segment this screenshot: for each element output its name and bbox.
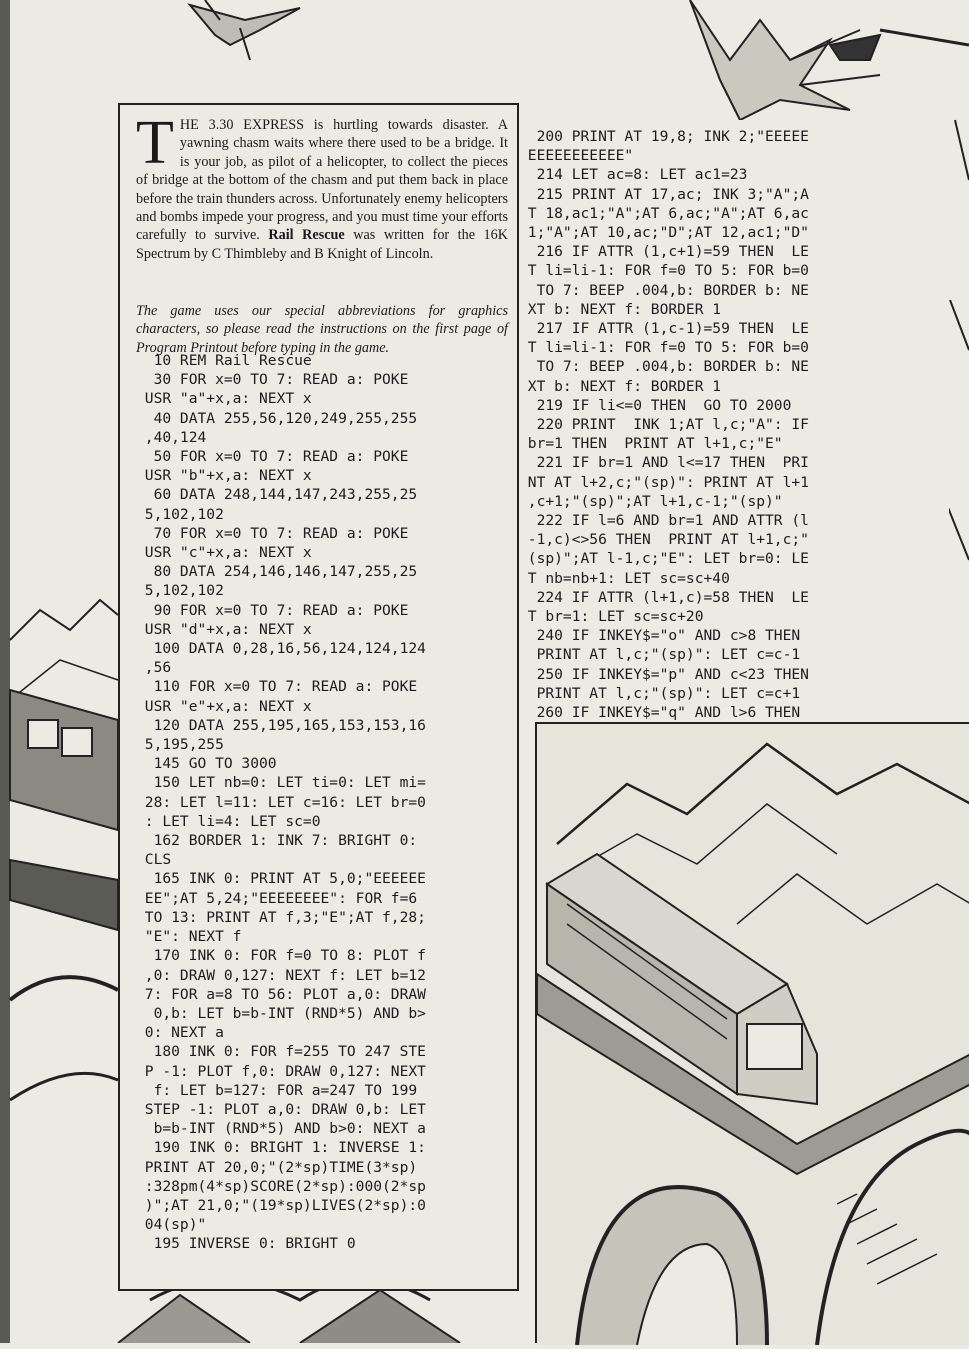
code-line: 60 DATA 248,144,147,243,255,25	[136, 486, 418, 504]
drop-cap: T	[136, 109, 174, 177]
program-listing-right	[519, 127, 809, 722]
code-line: 150 LET nb=0: LET ti=0: LET mi=	[136, 774, 426, 792]
code-line: 250 IF INKEY$="p" AND c<23 THEN	[519, 665, 809, 683]
intro-text-b: was written for the 16K Spectrum by C Thimbleby and B Knight of Lincoln.	[136, 227, 508, 262]
code-line: 195 INVERSE 0: BRIGHT 0	[136, 1235, 356, 1253]
code-line: 165 INK 0: PRINT AT 5,0;"EEEEEE	[136, 870, 426, 888]
code-line: (sp)";AT l-1,c;"E": LET br=0: LE	[519, 550, 809, 568]
code-line: 145 GO TO 3000	[136, 755, 277, 773]
code-line: 40 DATA 255,56,120,249,255,255	[136, 409, 418, 427]
code-line: TO 7: BEEP .004,b: BORDER b: NE	[519, 358, 809, 376]
code-line: 100 DATA 0,28,16,56,124,124,124	[136, 640, 426, 658]
train-bridge-illustration-frame	[535, 722, 969, 1343]
code-line: TO 7: BEEP .004,b: BORDER b: NE	[519, 281, 809, 299]
code-line: 5,102,102	[136, 582, 224, 600]
code-line: 50 FOR x=0 TO 7: READ a: POKE	[136, 448, 409, 466]
code-line: 30 FOR x=0 TO 7: READ a: POKE	[136, 371, 409, 389]
code-line: )";AT 21,0;"(19*sp)LIVES(2*sp):0	[136, 1196, 426, 1214]
code-line: 7: FOR a=8 TO 56: PLOT a,0: DRAW	[136, 985, 426, 1003]
code-line: 120 DATA 255,195,165,153,153,16	[136, 716, 426, 734]
code-line: 80 DATA 254,146,146,147,255,25	[136, 563, 418, 581]
code-line: 10 REM Rail Rescue	[136, 352, 312, 369]
code-line: NT AT l+2,c;"(sp)": PRINT AT l+1	[519, 473, 809, 491]
code-line: 28: LET l=11: LET c=16: LET br=0	[136, 793, 426, 811]
intro-paragraph	[136, 109, 508, 263]
code-line: EE";AT 5,24;"EEEEEEEE": FOR f=6	[136, 889, 418, 907]
code-line: 0: NEXT a	[136, 1024, 224, 1042]
code-line: 217 IF ATTR (1,c-1)=59 THEN LE	[519, 320, 809, 338]
code-line: PRINT AT l,c;"(sp)": LET c=c-1	[519, 646, 801, 664]
code-line: 240 IF INKEY$="o" AND c>8 THEN	[519, 627, 801, 645]
train-on-bridge-illustration	[537, 724, 969, 1345]
code-line: USR "b"+x,a: NEXT x	[136, 467, 312, 485]
code-line: ,c+1;"(sp)";AT l+1,c-1;"(sp)"	[519, 492, 783, 510]
code-line: P -1: PLOT f,0: DRAW 0,127: NEXT	[136, 1062, 426, 1080]
game-title: Rail Rescue	[268, 227, 345, 244]
code-line: 216 IF ATTR (1,c+1)=59 THEN LE	[519, 243, 809, 261]
code-line: 110 FOR x=0 TO 7: READ a: POKE	[136, 678, 418, 696]
code-line: T 18,ac1;"A";AT 6,ac;"A";AT 6,ac	[519, 204, 809, 222]
code-line: USR "c"+x,a: NEXT x	[136, 544, 312, 562]
code-line: USR "e"+x,a: NEXT x	[136, 697, 312, 715]
code-line: 260 IF INKEY$="q" AND l>6 THEN	[519, 704, 801, 722]
intro-text-a: HE 3.30 EXPRESS is hurtling towards disaster. A yawning chasm waits where there used to be a bridge. It is your job, as pilot of a helicopter, to collect the pieces of bridge at the bottom of the chasm and put them back in place before the train thunders across. Unfortunately enemy helicopters and bombs impede your progress, and you must time your efforts carefully to survive.	[136, 117, 508, 244]
code-line: EEEEEEEEEEE"	[519, 147, 634, 165]
code-line: 1;"A";AT 10,ac;"D";AT 12,ac1;"D"	[519, 224, 809, 242]
code-line: T li=li-1: FOR f=0 TO 5: FOR b=0	[519, 339, 809, 357]
code-line: b=b-INT (RND*5) AND b>0: NEXT a	[136, 1120, 426, 1138]
code-line: T nb=nb+1: LET sc=sc+40	[519, 569, 730, 587]
code-line: 180 INK 0: FOR f=255 TO 247 STE	[136, 1043, 426, 1061]
code-line: CLS	[136, 851, 172, 869]
code-line: T br=1: LET sc=sc+20	[519, 608, 704, 626]
graphics-note: The game uses our special abbreviations for graphics characters, so please read the instructions on the first page of Program Printout before typing in the game.	[136, 303, 508, 356]
code-line: TO 13: PRINT AT f,3;"E";AT f,28;	[136, 908, 426, 926]
code-line: 90 FOR x=0 TO 7: READ a: POKE	[136, 601, 409, 619]
code-line: 224 IF ATTR (l+1,c)=58 THEN LE	[519, 588, 809, 606]
code-line: : LET li=4: LET sc=0	[136, 812, 321, 830]
code-line: USR "a"+x,a: NEXT x	[136, 390, 312, 408]
code-line: XT b: NEXT f: BORDER 1	[519, 377, 722, 395]
code-line: T li=li-1: FOR f=0 TO 5: FOR b=0	[519, 262, 809, 280]
page-gutter	[0, 0, 10, 1343]
program-listing-left	[136, 351, 426, 1254]
code-line: ,40,124	[136, 428, 207, 446]
code-line: 200 PRINT AT 19,8; INK 2;"EEEEE	[519, 128, 809, 145]
code-line: f: LET b=127: FOR a=247 TO 199	[136, 1081, 418, 1099]
code-line: 162 BORDER 1: INK 7: BRIGHT 0:	[136, 832, 418, 850]
code-line: USR "d"+x,a: NEXT x	[136, 620, 312, 638]
code-line: -1,c)<>56 THEN PRINT AT l+1,c;"	[519, 531, 809, 549]
code-line: PRINT AT l,c;"(sp)": LET c=c+1	[519, 684, 801, 702]
code-line: ,56	[136, 659, 172, 677]
code-line: "E": NEXT f	[136, 928, 242, 946]
code-line: XT b: NEXT f: BORDER 1	[519, 300, 722, 318]
code-line: 190 INK 0: BRIGHT 1: INVERSE 1:	[136, 1139, 426, 1157]
code-line: 219 IF li<=0 THEN GO TO 2000	[519, 396, 792, 414]
code-line: 221 IF br=1 AND l<=17 THEN PRI	[519, 454, 809, 472]
code-line: PRINT AT 20,0;"(2*sp)TIME(3*sp)	[136, 1158, 418, 1176]
code-line: 215 PRINT AT 17,ac; INK 3;"A";A	[519, 185, 809, 203]
code-line: br=1 THEN PRINT AT l+1,c;"E"	[519, 435, 783, 453]
code-line: 222 IF l=6 AND br=1 AND ATTR (l	[519, 512, 809, 530]
code-line: ,0: DRAW 0,127: NEXT f: LET b=12	[136, 966, 426, 984]
code-line: 04(sp)"	[136, 1216, 207, 1234]
code-line: 214 LET ac=8: LET ac1=23	[519, 166, 748, 184]
code-line: 220 PRINT INK 1;AT l,c;"A": IF	[519, 416, 809, 434]
code-line: 5,102,102	[136, 505, 224, 523]
code-line: 5,195,255	[136, 736, 224, 754]
code-line: 170 INK 0: FOR f=0 TO 8: PLOT f	[136, 947, 426, 965]
code-line: 70 FOR x=0 TO 7: READ a: POKE	[136, 524, 409, 542]
code-line: STEP -1: PLOT a,0: DRAW 0,b: LET	[136, 1100, 426, 1118]
code-line: 0,b: LET b=b-INT (RND*5) AND b>	[136, 1004, 426, 1022]
code-line: :328pm(4*sp)SCORE(2*sp):000(2*sp	[136, 1177, 426, 1195]
